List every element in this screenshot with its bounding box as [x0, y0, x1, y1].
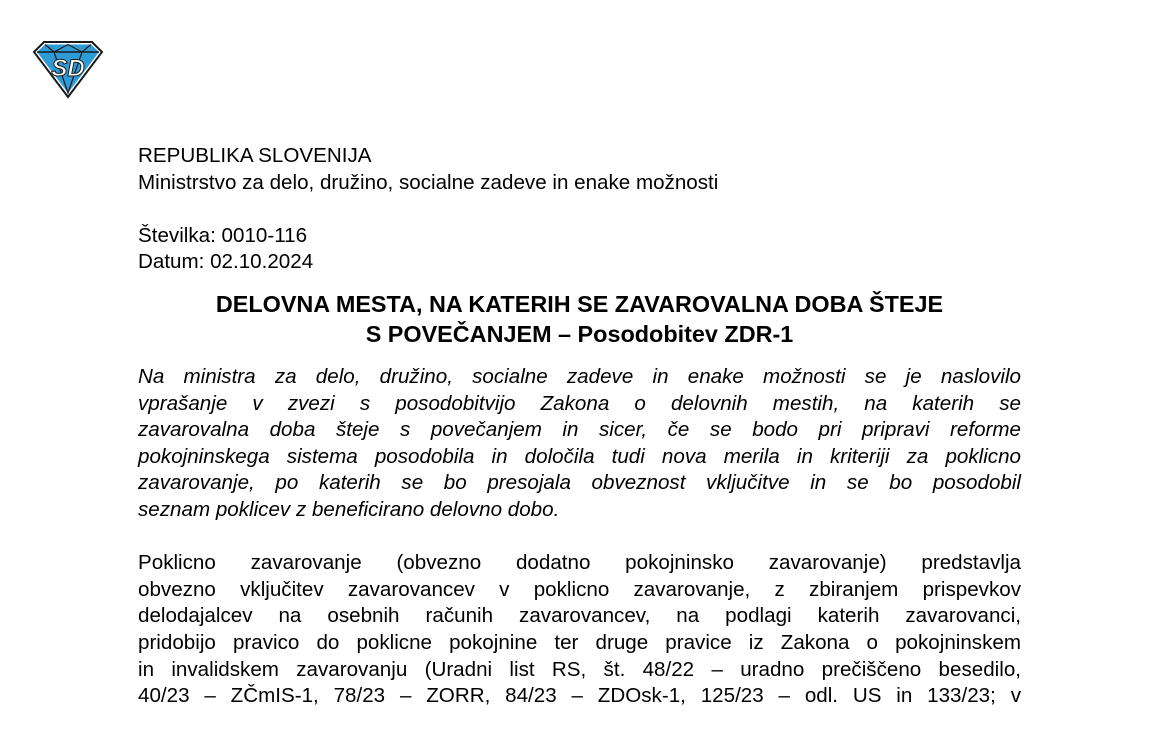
- intro-paragraph: [138, 364, 1021, 524]
- intro-line: Na ministra za delo, družino, socialne zadeve in enake možnosti se je naslovilo: [138, 364, 1021, 388]
- document-title: [138, 289, 1021, 349]
- intro-line: vprašanje v zvezi s posodobitvijo Zakona o delovnih mestih, na katerih se: [138, 391, 1021, 415]
- body-line: 40/23 – ZČmIS-1, 78/23 – ZORR, 84/23 – ZDOsk-1, 125/23 – odl. US in 133/23; v: [138, 684, 1021, 708]
- body-line: Poklicno zavarovanje (obvezno dodatno pokojninsko zavarovanje) predstavlja: [138, 551, 1021, 575]
- body-line: delodajalcev na osebnih računih zavarovancev, na podlagi katerih zavarovanci,: [138, 604, 1021, 628]
- document-date: Datum: 02.10.2024: [138, 250, 314, 274]
- intro-line: pokojninskega sistema posodobila in določila tudi nova merila in kriteriji za poklicno: [138, 444, 1021, 468]
- intro-line: zavarovanje, po katerih se bo presojala obveznost vključitve in se bo posodobil: [138, 471, 1021, 495]
- title-line-1: DELOVNA MESTA, NA KATERIH SE ZAVAROVALNA DOBA ŠTEJE: [215, 290, 944, 317]
- document-body: [138, 143, 1021, 710]
- intro-line: zavarovalna doba šteje s povečanjem in sicer, če se bodo pri pripravi reforme: [138, 418, 1021, 442]
- intro-line: seznam poklicev z beneficirano delovno dobo.: [138, 497, 560, 521]
- logo-text: SD: [51, 55, 85, 82]
- body-line: pridobijo pravico do poklicne pokojnine ter druge pravice iz Zakona o pokojninskem: [138, 630, 1021, 654]
- republic-name: REPUBLIKA SLOVENIJA: [138, 144, 372, 167]
- title-line-2: S POVEČANJEM – Posodobitev ZDR-1: [365, 320, 794, 347]
- ministry-name: Ministrstvo za delo, družino, socialne zadeve in enake možnosti: [138, 170, 719, 194]
- body-paragraph: [138, 550, 1021, 710]
- sd-diamond-logo-icon: [30, 40, 106, 100]
- document-number: Številka: 0010-116: [138, 223, 308, 247]
- body-line: in invalidskem zavarovanju (Uradni list RS, št. 48/22 – uradno prečiščeno besedilo,: [138, 657, 1021, 681]
- organization-logo: [30, 40, 106, 100]
- body-line: obvezno vključitev zavarovancev v poklicno zavarovanje, z zbiranjem prispevkov: [138, 577, 1021, 601]
